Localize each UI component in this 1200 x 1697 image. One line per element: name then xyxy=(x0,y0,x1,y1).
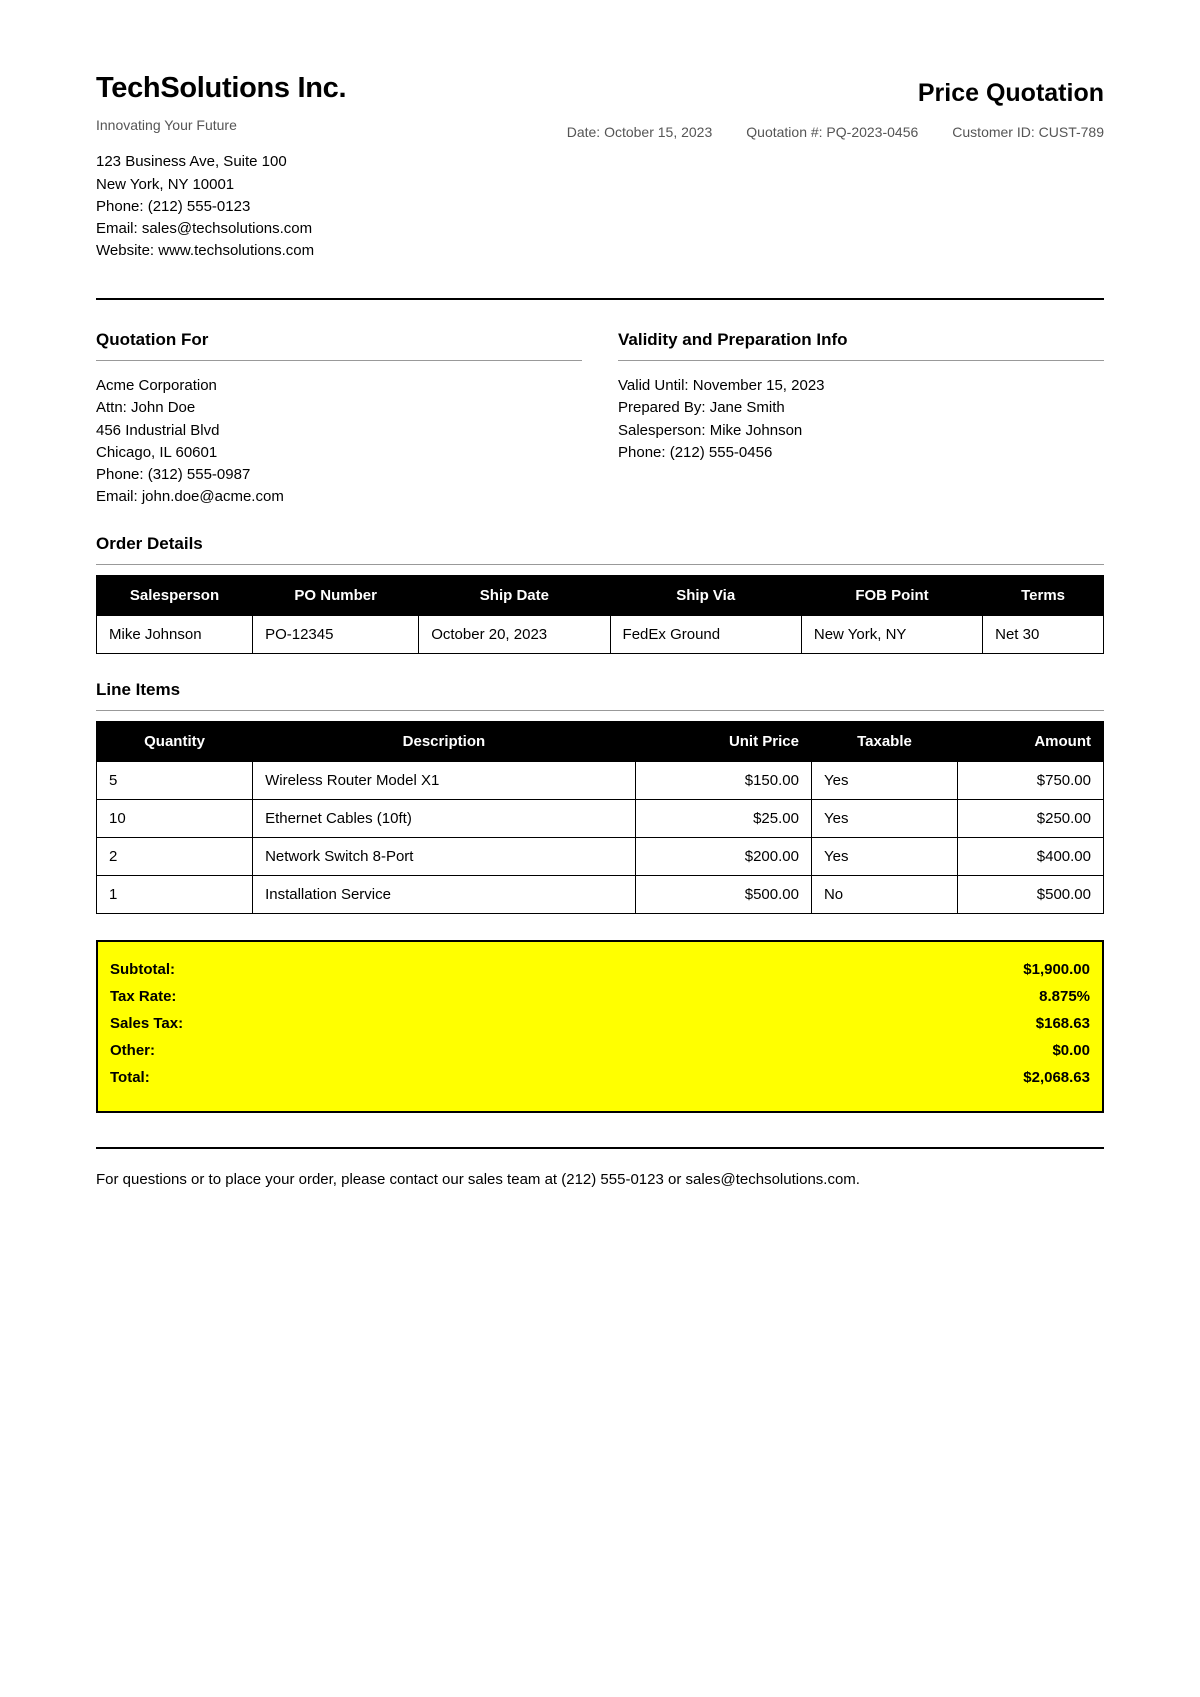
totals-row-total xyxy=(110,1064,1090,1091)
cell-amount: $500.00 xyxy=(957,876,1103,914)
table-row xyxy=(97,800,1104,838)
quotation-for-lines xyxy=(96,375,582,508)
order-details-table xyxy=(96,575,1104,654)
quotation-for-divider xyxy=(96,360,582,361)
totals-row-other xyxy=(110,1037,1090,1064)
company-phone: Phone: (212) 555-0123 xyxy=(96,197,251,215)
column-header-salesperson: Salesperson xyxy=(97,576,253,616)
list-item: Email: john.doe@acme.com xyxy=(96,488,284,506)
cell-salesperson: Mike Johnson xyxy=(97,616,253,654)
tax-rate-label: Tax Rate: xyxy=(110,988,177,1006)
subtotal-label: Subtotal: xyxy=(110,961,175,979)
cell-terms: Net 30 xyxy=(983,616,1104,654)
list-item: Valid Until: November 15, 2023 xyxy=(618,377,825,395)
cell-description: Network Switch 8-Port xyxy=(253,838,636,876)
list-item: Prepared By: Jane Smith xyxy=(618,399,785,417)
validity-divider xyxy=(618,360,1104,361)
sales-tax-value: $168.63 xyxy=(1035,1015,1090,1033)
cell-description: Ethernet Cables (10ft) xyxy=(253,800,636,838)
table-row xyxy=(97,876,1104,914)
cell-description: Installation Service xyxy=(253,876,636,914)
document-date: Date: October 15, 2023 xyxy=(566,124,713,140)
company-info xyxy=(96,72,346,262)
column-header-ship-via: Ship Via xyxy=(610,576,801,616)
line-items-table xyxy=(96,721,1104,914)
company-address-line2: New York, NY 10001 xyxy=(96,175,235,193)
validity-block xyxy=(618,330,1104,508)
cell-taxable: No xyxy=(811,876,957,914)
list-item: Chicago, IL 60601 xyxy=(96,443,218,461)
column-header-terms: Terms xyxy=(983,576,1104,616)
other-label: Other: xyxy=(110,1042,155,1060)
total-value: $2,068.63 xyxy=(1023,1069,1090,1087)
other-value: $0.00 xyxy=(1052,1042,1090,1060)
subtotal-value: $1,900.00 xyxy=(1023,961,1090,979)
table-row xyxy=(97,616,1104,654)
company-address xyxy=(96,151,346,262)
cell-unit-price: $200.00 xyxy=(635,838,811,876)
document-meta-block xyxy=(346,72,1104,140)
info-section xyxy=(96,330,1104,508)
cell-quantity: 5 xyxy=(97,762,253,800)
quotation-for-block xyxy=(96,330,582,508)
order-details-divider xyxy=(96,564,1104,565)
column-header-quantity: Quantity xyxy=(97,722,253,762)
page-title: Price Quotation xyxy=(917,79,1104,107)
quotation-number: Quotation #: PQ-2023-0456 xyxy=(746,124,919,140)
list-item: 456 Industrial Blvd xyxy=(96,421,220,439)
column-header-po-number: PO Number xyxy=(253,576,419,616)
company-address-line1: 123 Business Ave, Suite 100 xyxy=(96,153,287,171)
cell-taxable: Yes xyxy=(811,800,957,838)
cell-ship-date: October 20, 2023 xyxy=(419,616,610,654)
list-item: Attn: John Doe xyxy=(96,399,196,417)
cell-unit-price: $150.00 xyxy=(635,762,811,800)
footer-divider xyxy=(96,1147,1104,1149)
list-item: Salesperson: Mike Johnson xyxy=(618,421,803,439)
cell-taxable: Yes xyxy=(811,838,957,876)
document-header xyxy=(96,72,1104,262)
customer-id: Customer ID: CUST-789 xyxy=(952,124,1104,140)
company-tagline: Innovating Your Future xyxy=(96,117,237,134)
footer-text: For questions or to place your order, please contact our sales team at (212) 555-0123 or sales@techsolutions.com. xyxy=(96,1171,860,1189)
cell-unit-price: $25.00 xyxy=(635,800,811,838)
totals-row-subtotal xyxy=(110,956,1090,983)
cell-quantity: 2 xyxy=(97,838,253,876)
cell-unit-price: $500.00 xyxy=(635,876,811,914)
validity-lines xyxy=(618,375,1104,464)
company-website: Website: www.techsolutions.com xyxy=(96,242,315,260)
column-header-taxable: Taxable xyxy=(811,722,957,762)
column-header-unit-price: Unit Price xyxy=(635,722,811,762)
column-header-description: Description xyxy=(253,722,636,762)
line-items-heading: Line Items xyxy=(96,680,181,700)
order-details-heading: Order Details xyxy=(96,534,203,554)
quotation-for-heading: Quotation For xyxy=(96,330,209,350)
table-header-row xyxy=(97,722,1104,762)
cell-ship-via: FedEx Ground xyxy=(610,616,801,654)
cell-taxable: Yes xyxy=(811,762,957,800)
list-item: Acme Corporation xyxy=(96,377,217,395)
total-label: Total: xyxy=(110,1069,150,1087)
cell-fob-point: New York, NY xyxy=(801,616,982,654)
document-meta xyxy=(346,124,1104,140)
table-header-row xyxy=(97,576,1104,616)
totals-row-sales-tax xyxy=(110,1010,1090,1037)
cell-quantity: 1 xyxy=(97,876,253,914)
tax-rate-value: 8.875% xyxy=(1039,988,1090,1006)
line-items-divider xyxy=(96,710,1104,711)
cell-amount: $400.00 xyxy=(957,838,1103,876)
column-header-fob-point: FOB Point xyxy=(801,576,982,616)
column-header-amount: Amount xyxy=(957,722,1103,762)
sales-tax-label: Sales Tax: xyxy=(110,1015,184,1033)
company-email: Email: sales@techsolutions.com xyxy=(96,219,313,237)
totals-row-tax-rate xyxy=(110,983,1090,1010)
cell-amount: $750.00 xyxy=(957,762,1103,800)
company-name: TechSolutions Inc. xyxy=(96,72,347,104)
list-item: Phone: (212) 555-0456 xyxy=(618,443,773,461)
table-row xyxy=(97,762,1104,800)
header-divider xyxy=(96,298,1104,300)
cell-po-number: PO-12345 xyxy=(253,616,419,654)
cell-description: Wireless Router Model X1 xyxy=(253,762,636,800)
column-header-ship-date: Ship Date xyxy=(419,576,610,616)
cell-amount: $250.00 xyxy=(957,800,1103,838)
cell-quantity: 10 xyxy=(97,800,253,838)
totals-panel xyxy=(96,940,1104,1113)
validity-heading: Validity and Preparation Info xyxy=(618,330,848,350)
list-item: Phone: (312) 555-0987 xyxy=(96,466,251,484)
table-row xyxy=(97,838,1104,876)
